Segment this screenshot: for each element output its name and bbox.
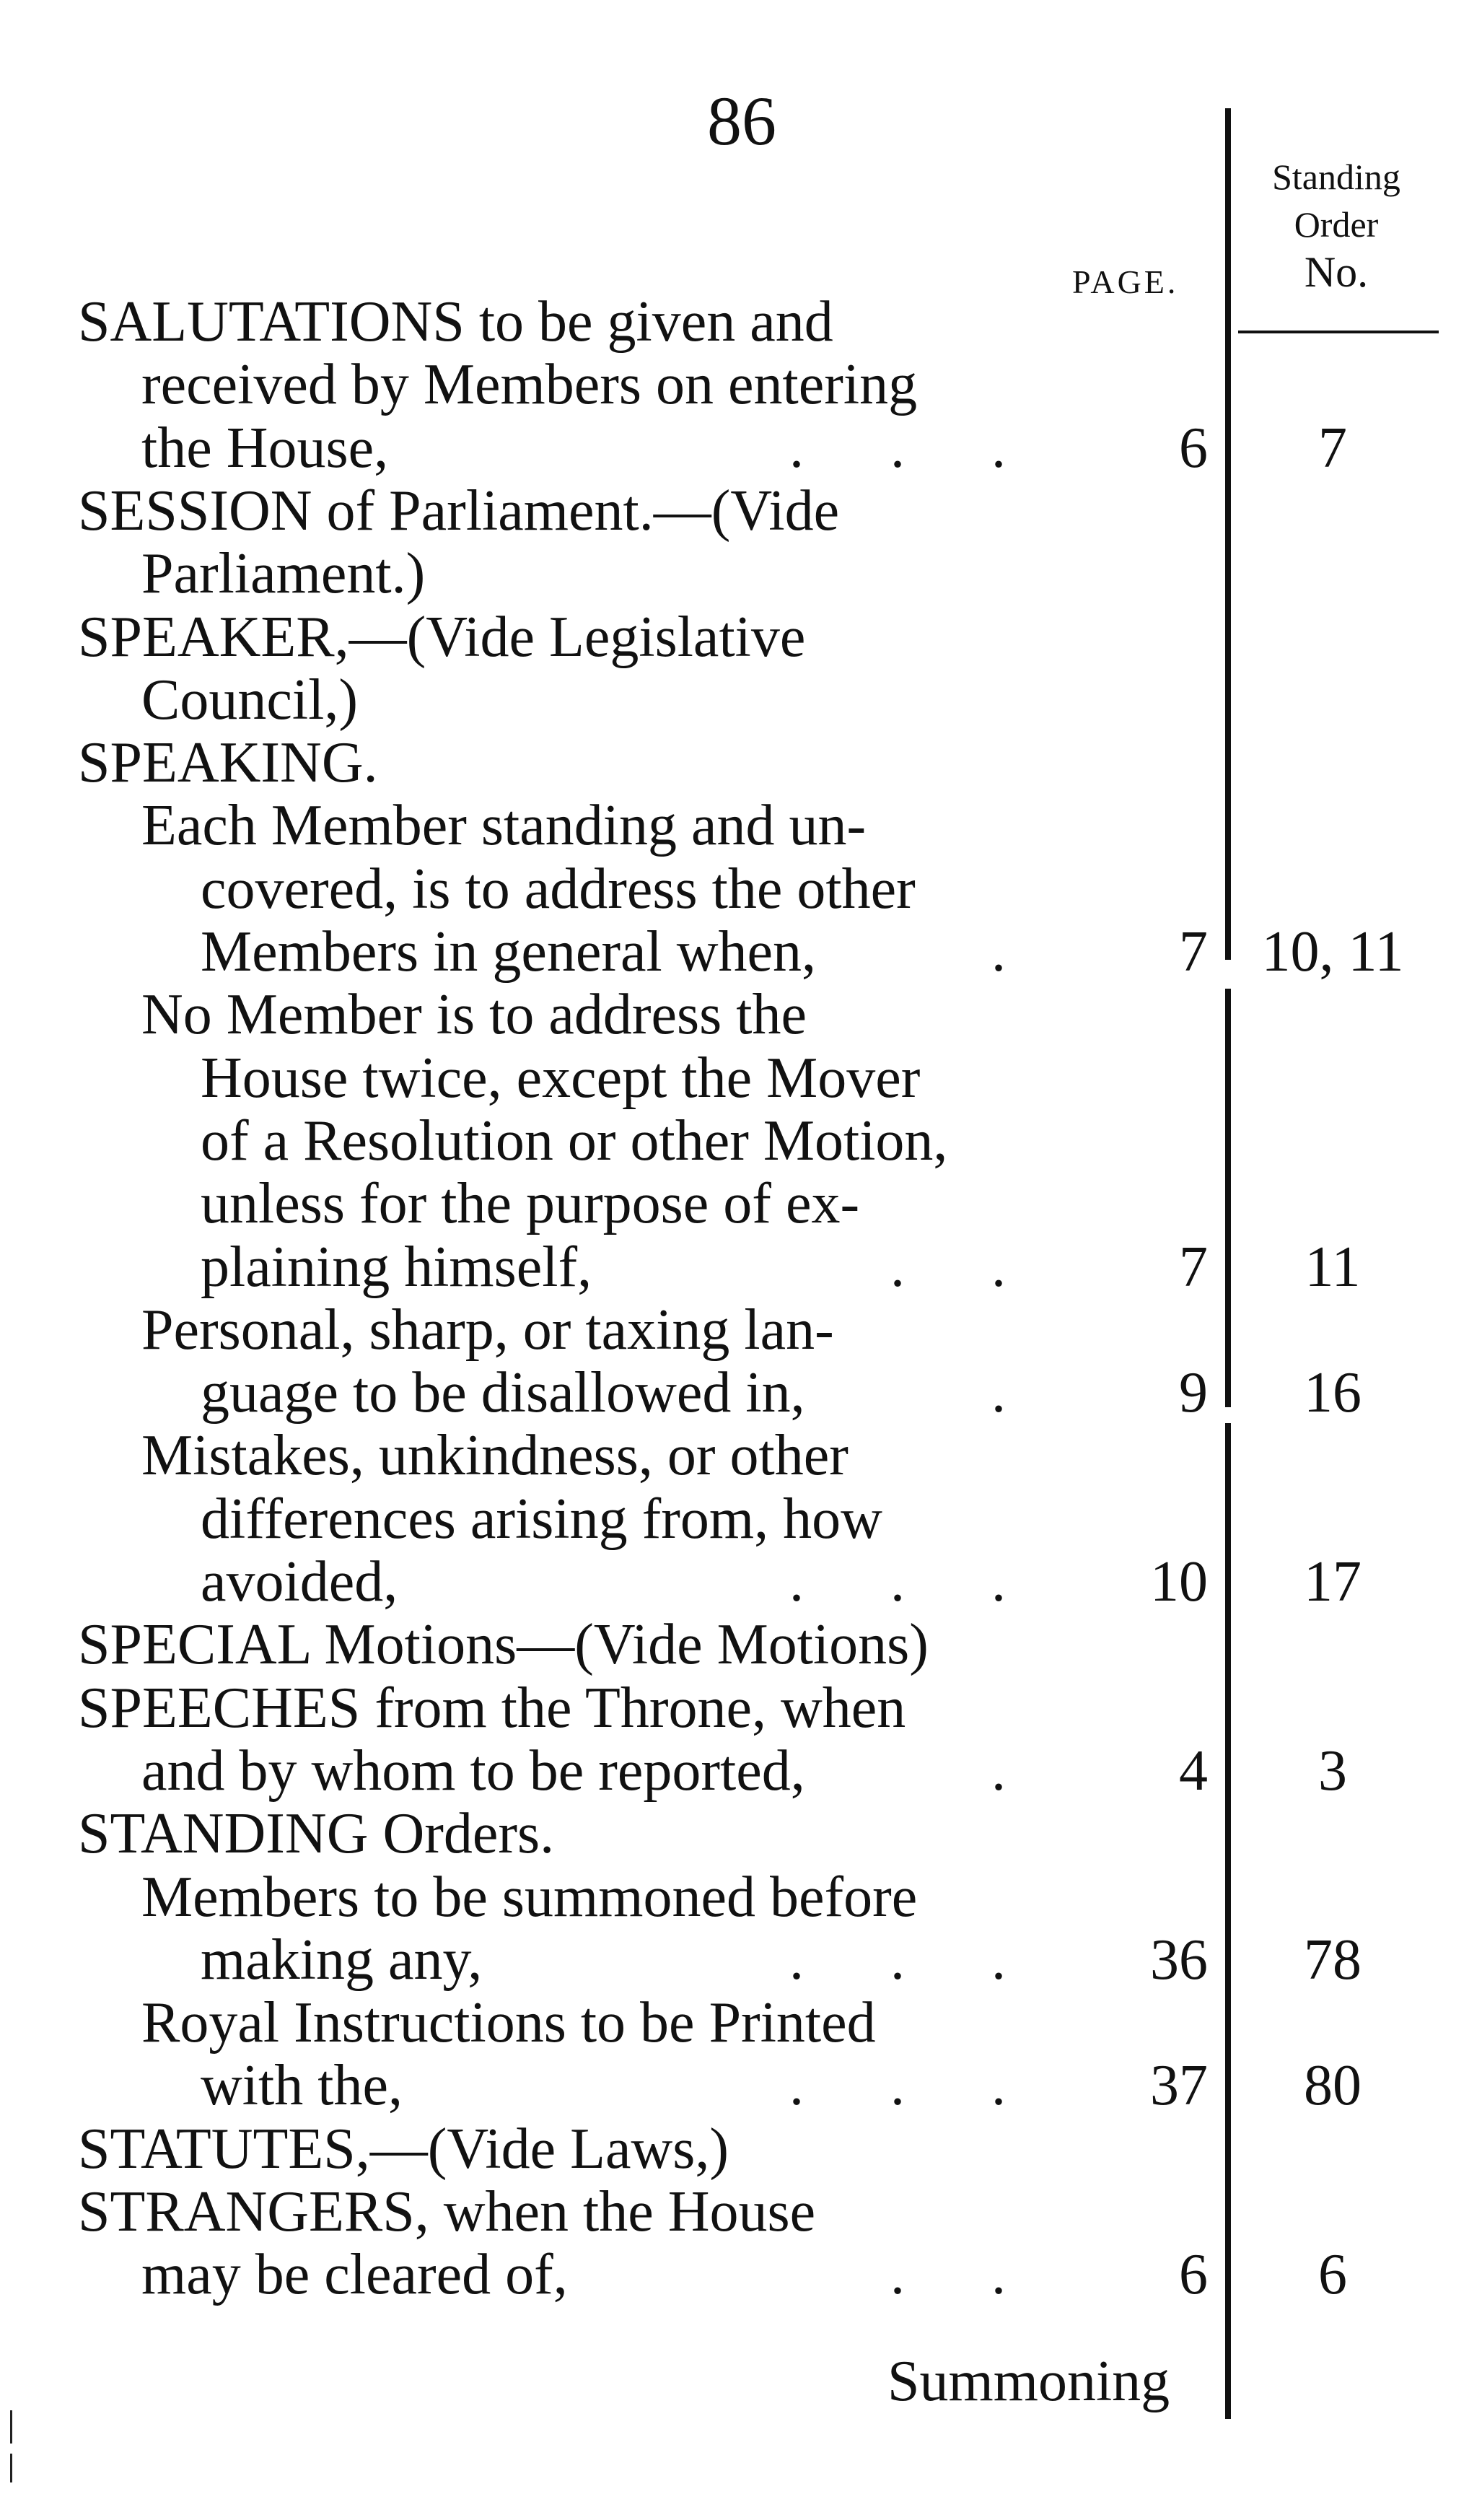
index-line <box>0 603 1482 672</box>
leader-dots: . . . <box>789 2054 1006 2117</box>
entry-text: SESSION of Parliament.—(Vide <box>78 479 840 543</box>
leader-dots: . . . <box>789 416 1006 480</box>
index-line <box>0 791 1482 860</box>
entry-text: SPEECHES from the Throne, when <box>78 1676 906 1740</box>
entry-text: Royal Instructions to be Printed <box>141 1991 876 2055</box>
index-line <box>0 2177 1482 2246</box>
standing-order-header-line3: No. <box>1304 248 1369 296</box>
leader-dots: . . . <box>789 1550 1006 1614</box>
page-ref: 4 <box>1179 1739 1208 1803</box>
standing-order-ref: 7 <box>1318 416 1347 480</box>
index-line <box>0 728 1482 797</box>
margin-mark <box>10 2410 12 2444</box>
index-line <box>0 1674 1482 1743</box>
entry-text: the House, <box>141 416 389 480</box>
entry-text: making any, <box>201 1928 483 1992</box>
page-ref: 9 <box>1179 1361 1208 1425</box>
entry-text: Parliament.) <box>141 542 426 605</box>
entry-text: Members to be summoned before <box>141 1865 918 1929</box>
index-line <box>0 539 1482 608</box>
index-line <box>0 1925 1482 1995</box>
index-line <box>0 1799 1482 1868</box>
entry-text: Members in general when, <box>201 920 817 984</box>
standing-order-ref: 80 <box>1304 2054 1362 2117</box>
standing-order-ref: 3 <box>1318 1739 1347 1803</box>
catchword: Summoning <box>887 2350 1170 2413</box>
index-line <box>0 1421 1482 1490</box>
entry-text: of a Resolution or other Motion, <box>201 1109 948 1173</box>
index-line <box>0 2051 1482 2120</box>
entry-text: SPEAKING. <box>78 731 378 795</box>
index-line <box>0 1863 1482 1932</box>
page-column-header: PAGE. <box>1072 263 1179 300</box>
index-line <box>0 665 1482 735</box>
entry-text: may be cleared of, <box>141 2243 568 2306</box>
page-ref: 36 <box>1150 1928 1208 1992</box>
standing-order-ref: 10, 11 <box>1261 920 1404 984</box>
entry-text: SPECIAL Motions—(Vide Motions) <box>78 1613 929 1676</box>
index-line <box>0 1044 1482 1113</box>
index-line <box>0 1736 1482 1806</box>
index-line <box>0 1295 1482 1365</box>
leader-dots: . . <box>890 2243 1006 2306</box>
standing-order-ref: 11 <box>1305 1235 1361 1299</box>
leader-dots: . <box>991 1361 1006 1425</box>
index-line <box>0 287 1482 356</box>
leader-dots: . <box>991 1739 1006 1803</box>
page-ref: 7 <box>1179 920 1208 984</box>
index-line <box>0 1988 1482 2057</box>
index-line <box>0 1169 1482 1238</box>
entry-text: SPEAKER,—(Vide Legislative <box>78 605 806 669</box>
standing-order-ref: 17 <box>1304 1550 1362 1614</box>
standing-order-header <box>1235 153 1437 296</box>
entry-text: and by whom to be reported, <box>141 1739 805 1803</box>
entry-text: Each Member standing and un- <box>141 794 867 857</box>
leader-dots: . <box>991 920 1006 984</box>
index-line <box>0 854 1482 924</box>
entry-text: guage to be disallowed in, <box>201 1361 805 1425</box>
page-ref: 6 <box>1179 416 1208 480</box>
page-ref: 6 <box>1179 2243 1208 2306</box>
leader-dots: . . . <box>789 1928 1006 1992</box>
standing-order-header-line1: Standing <box>1272 157 1400 197</box>
index-line <box>0 1547 1482 1616</box>
index-line <box>0 414 1482 483</box>
entry-text: No Member is to address the <box>141 983 807 1046</box>
entry-text: Council,) <box>141 668 358 732</box>
index-line <box>0 1610 1482 1679</box>
entry-text: covered, is to address the other <box>201 857 916 921</box>
entry-text: SALUTATIONS to be given and <box>78 290 833 354</box>
margin-mark <box>10 2454 12 2482</box>
entry-text: unless for the purpose of ex- <box>201 1172 860 1235</box>
entry-text: STATUTES,—(Vide Laws,) <box>78 2117 729 2181</box>
entry-text: avoided, <box>201 1550 398 1614</box>
entry-text: with the, <box>201 2054 403 2117</box>
entry-text: STANDING Orders. <box>78 1802 555 1865</box>
entry-text: differences arising from, how <box>201 1487 882 1551</box>
index-line <box>0 476 1482 546</box>
page-ref: 10 <box>1150 1550 1208 1614</box>
standing-order-header-line2: Order <box>1294 204 1379 245</box>
index-line <box>0 2240 1482 2309</box>
entry-text: plaining himself, <box>201 1235 592 1299</box>
index-line <box>0 917 1482 986</box>
standing-order-ref: 6 <box>1318 2243 1347 2306</box>
entry-text: Mistakes, unkindness, or other <box>141 1424 849 1487</box>
index-line <box>0 1484 1482 1554</box>
entry-text: received by Members on entering <box>141 353 918 416</box>
page-ref: 37 <box>1150 2054 1208 2117</box>
page-ref: 7 <box>1179 1235 1208 1299</box>
index-line <box>0 1233 1482 1302</box>
index-line <box>0 1358 1482 1427</box>
standing-order-ref: 78 <box>1304 1928 1362 1992</box>
index-line <box>0 1106 1482 1176</box>
index-line <box>0 2114 1482 2184</box>
entry-text: Personal, sharp, or taxing lan- <box>141 1298 834 1362</box>
entry-text: House twice, except the Mover <box>201 1046 921 1110</box>
entry-text: STRANGERS, when the House <box>78 2180 816 2244</box>
standing-order-ref: 16 <box>1304 1361 1362 1425</box>
page-number: 86 <box>707 82 776 159</box>
index-line <box>0 980 1482 1049</box>
index-line <box>0 350 1482 419</box>
leader-dots: . . <box>890 1235 1006 1299</box>
